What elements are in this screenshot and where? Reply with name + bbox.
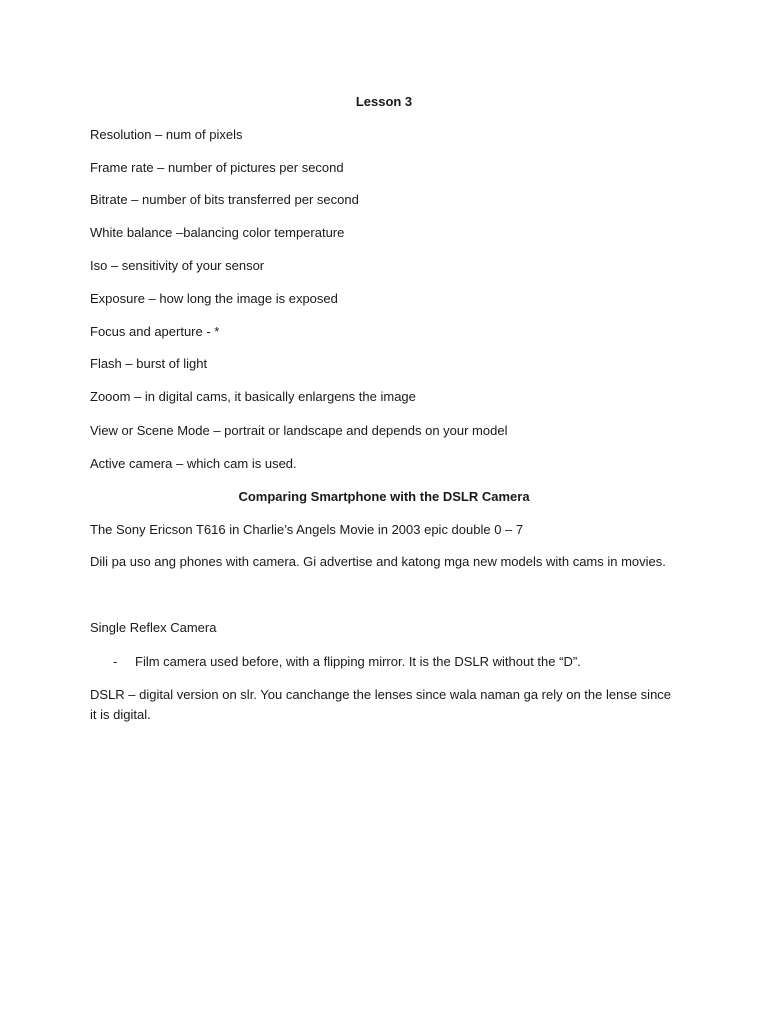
lesson-title: Lesson 3: [355, 94, 413, 109]
single-reflex-heading: Single Reflex Camera: [90, 620, 217, 635]
bullet-film-camera: Film camera used before, with a flipping mirror. It is the DSLR without the “D”.: [135, 654, 581, 669]
paragraph-sony-ericson: The Sony Ericson T616 in Charlie’s Angels Movie in 2003 epic double 0 – 7: [90, 522, 524, 537]
term-focus-aperture: Focus and aperture - *: [90, 324, 220, 339]
term-flash: Flash – burst of light: [90, 356, 208, 371]
term-scene-mode: View or Scene Mode – portrait or landscape and depends on your model: [90, 423, 508, 438]
section-heading: Comparing Smartphone with the DSLR Camera: [238, 489, 530, 504]
term-white-balance: White balance –balancing color temperature: [90, 225, 345, 240]
term-exposure: Exposure – how long the image is exposed: [90, 291, 338, 306]
term-iso: Iso – sensitivity of your sensor: [90, 258, 265, 273]
term-bitrate: Bitrate – number of bits transferred per second: [90, 192, 359, 207]
paragraph-phones-camera: Dili pa uso ang phones with camera. Gi advertise and katong mga new models with cams in movies.: [90, 554, 666, 569]
term-zoom: Zooom – in digital cams, it basically enlargens the image: [90, 389, 416, 404]
term-frame-rate: Frame rate – number of pictures per second: [90, 160, 344, 175]
term-resolution: Resolution – num of pixels: [90, 127, 243, 142]
bullet-marker: -: [113, 654, 118, 669]
term-active-camera: Active camera – which cam is used.: [90, 456, 297, 471]
paragraph-dslr: DSLR – digital version on slr. You canchange the lenses since wala naman ga rely on the lense since it is digital.: [90, 687, 672, 722]
